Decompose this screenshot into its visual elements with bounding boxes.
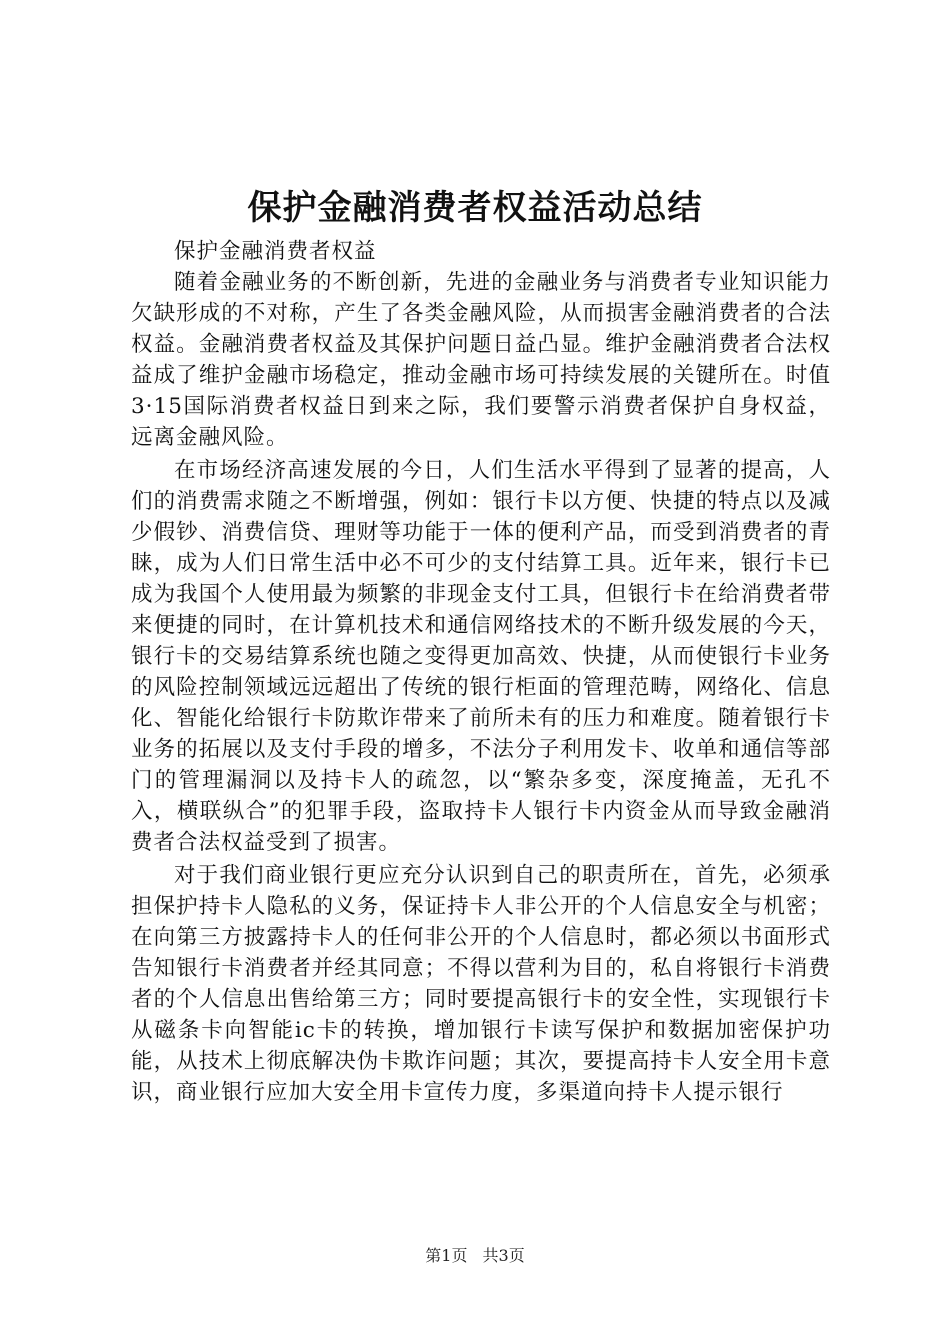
document-body: [131, 236, 831, 1110]
paragraph-1: 随着金融业务的不断创新，先进的金融业务与消费者专业知识能力欠缺形成的不对称，产生了各类金融风险，从而损害金融消费者的合法权益。金融消费者权益及其保护问题日益凸显。维护金融消费者合法权益成了维护金融市场稳定，推动金融市场可持续发展的关键所在。时值3·15国际消费者权益日到来之际，我们要警示消费者保护自身权益，远离金融风险。: [131, 270, 831, 450]
paragraph-3: 对于我们商业银行更应充分认识到自己的职责所在，首先，必须承担保护持卡人隐私的义务，保证持卡人非公开的个人信息安全与机密；在向第三方披露持卡人的任何非公开的个人信息时，都必须以书面形式告知银行卡消费者并经其同意；不得以营利为目的，私自将银行卡消费者的个人信息出售给第三方；同时要提高银行卡的安全性，实现银行卡从磁条卡向智能ic卡的转换，增加银行卡读写保护和数据加密保护功能，从技术上彻底解决伪卡欺诈问题；其次，要提高持卡人安全用卡意识，商业银行应加大安全用卡宣传力度，多渠道向持卡人提示银行: [131, 863, 831, 1105]
document-title: 保护金融消费者权益活动总结: [247, 188, 703, 228]
page-number: 第1页: [425, 1246, 468, 1265]
page-footer: [0, 1246, 950, 1266]
page-total: 共3页: [482, 1246, 525, 1265]
document-subtitle: 保护金融消费者权益: [174, 239, 377, 264]
paragraph-2: 在市场经济高速发展的今日，人们生活水平得到了显著的提高，人们的消费需求随之不断增强，例如：银行卡以方便、快捷的特点以及减少假钞、消费信贷、理财等功能于一体的便利产品，而受到消费者的青睐，成为人们日常生活中必不可少的支付结算工具。近年来，银行卡已成为我国个人使用最为频繁的非现金支付工具，但银行卡在给消费者带来便捷的同时，在计算机技术和通信网络技术的不断升级发展的今天，银行卡的交易结算系统也随之变得更加高效、快捷，从而使银行卡业务的风险控制领域远远超出了传统的银行柜面的管理范畴，网络化、信息化、智能化给银行卡防欺诈带来了前所未有的压力和难度。随着银行卡业务的拓展以及支付手段的增多，不法分子利用发卡、收单和通信等部门的管理漏洞以及持卡人的疏忽，以“繁杂多变，深度掩盖，无孔不入，横联纵合”的犯罪手段，盗取持卡人银行卡内资金从而导致金融消费者合法权益受到了损害。: [131, 458, 831, 855]
